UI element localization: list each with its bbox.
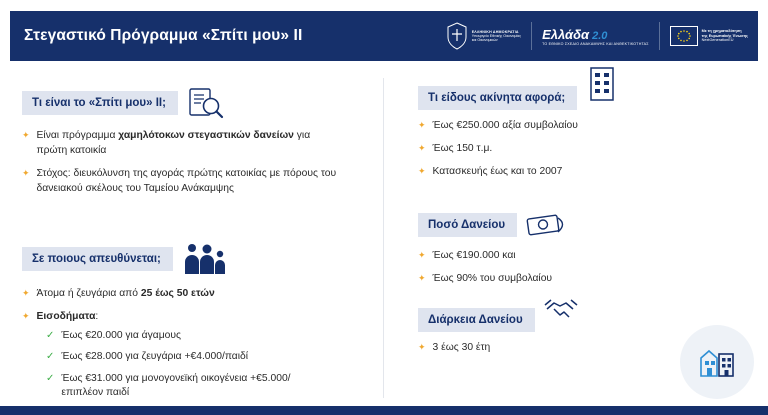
section-who-title: Σε ποιους απευθύνεται;	[22, 247, 173, 271]
list-item	[22, 167, 362, 197]
list-item-text: Έως 150 τ.μ.	[432, 142, 493, 154]
ellada-2-logo	[542, 27, 649, 46]
house-buildings-badge	[680, 325, 754, 399]
bullet-marker-icon: ✦	[418, 165, 426, 176]
page-title: Στεγαστικό Πρόγραμμα «Σπίτι μου» ΙΙ	[24, 27, 303, 44]
logo-divider-2	[659, 22, 660, 50]
list-item	[418, 142, 748, 157]
list-item-text: Έως €28.000 για ζευγάρια +€4.000/παιδί	[61, 351, 249, 363]
eu-flag-icon	[670, 26, 698, 46]
bullet-marker-icon: ✦	[22, 310, 30, 321]
eu-stars-icon	[671, 27, 697, 45]
list-item	[22, 310, 372, 325]
logo-divider	[531, 22, 532, 50]
list-item	[46, 372, 372, 401]
eu-line-1: Με τη χρηματοδότηση	[701, 28, 742, 33]
gov-line-2: Υπουργείο Εθνικής Οικονομίας	[471, 33, 522, 38]
column-divider	[383, 78, 384, 398]
check-marker-icon: ✓	[46, 329, 55, 341]
list-item	[22, 287, 372, 302]
list-item	[418, 165, 748, 180]
check-marker-icon: ✓	[46, 372, 55, 384]
gov-text	[472, 30, 521, 42]
check-marker-icon: ✓	[46, 351, 55, 363]
list-item-text: Έως €190.000 και	[432, 250, 516, 261]
bullet-marker-icon: ✦	[418, 272, 426, 283]
document-magnifier-icon	[186, 86, 226, 120]
house-buildings-icon	[695, 340, 739, 384]
eu-line-2: της Ευρωπαϊκής Ένωσης	[701, 33, 748, 38]
list-item-text: Έως €250.000 αξία συμβολαίου	[432, 120, 578, 131]
section-what-is-it	[22, 86, 362, 205]
who-list	[22, 287, 372, 325]
eu-funding-logo	[670, 26, 748, 46]
bullet-marker-icon: ✦	[418, 342, 426, 352]
section-property-type	[418, 86, 748, 188]
list-item	[46, 329, 372, 343]
list-item-text: Εισοδήματα:	[36, 310, 99, 322]
ellada-version: 2.0	[592, 29, 608, 42]
property-list	[418, 119, 748, 180]
list-item-text: Έως €20.000 για άγαμους	[61, 329, 181, 341]
bullet-marker-icon: ✦	[22, 288, 30, 298]
gov-line-1: ΕΛΛΗΝΙΚΗ ΔΗΜΟΚΡΑΤΙΑ	[471, 29, 519, 34]
hellenic-republic-emblem-icon	[446, 22, 468, 50]
section-who-for	[22, 240, 372, 407]
eu-line-3: NextGenerationEU	[701, 38, 734, 43]
list-item	[22, 129, 362, 159]
ellada-subtitle: ΤΟ ΕΘΝΙΚΟ ΣΧΕΔΙΟ ΑΝΑΚΑΜΨΗΣ ΚΑΙ ΑΝΘΕΚΤΙΚΟΤΗΤΑΣ	[542, 41, 649, 46]
list-item-text: Είναι πρόγραμμα χαμηλότοκων στεγαστικών δανείων για πρώτη κατοικία	[36, 130, 311, 156]
greek-government-logo	[446, 22, 521, 50]
slide-header	[10, 11, 758, 61]
amount-list	[418, 249, 748, 287]
bullet-marker-icon: ✦	[418, 142, 426, 153]
handshake-icon	[543, 292, 587, 326]
footer-bar	[0, 406, 768, 415]
list-item-text: Άτομα ή ζευγάρια από 25 έως 50 ετών	[36, 288, 215, 299]
bullet-marker-icon: ✦	[22, 130, 30, 140]
section-duration-title: Διάρκεια Δανείου	[418, 308, 535, 332]
bullet-marker-icon: ✦	[418, 250, 426, 260]
list-item	[418, 272, 748, 287]
ellada-word: Ελλάδα	[542, 26, 590, 42]
list-item	[418, 249, 748, 264]
list-item-text: Έως €31.000 για μονογονεϊκή οικογένεια +€5.000/επιπλέον παιδί	[61, 372, 291, 399]
bullet-marker-icon: ✦	[22, 167, 30, 178]
list-item	[418, 119, 748, 134]
gov-line-3: και Οικονομικών	[471, 38, 498, 43]
list-item-text: Στόχος: διευκόλυνση της αγοράς πρώτης κατοικίας με πόρους του δανειακού σκέλους του Ταμείου Ανάκαμψης	[36, 167, 337, 194]
income-sublist	[46, 329, 372, 401]
what-list	[22, 129, 362, 197]
section-loan-amount	[418, 210, 748, 295]
header-logos	[446, 22, 758, 50]
section-what-title: Τι είναι το «Σπίτι μου» ΙΙ;	[22, 91, 178, 115]
list-item	[46, 350, 372, 364]
eu-text	[702, 29, 748, 44]
section-property-title: Τι είδους ακίνητα αφορά;	[418, 86, 577, 110]
section-amount-title: Ποσό Δανείου	[418, 213, 517, 237]
list-item-text: 3 έως 30 έτη	[432, 342, 491, 353]
family-icon	[181, 240, 231, 278]
list-item-text: Έως 90% του συμβολαίου	[432, 272, 553, 284]
bullet-marker-icon: ✦	[418, 120, 426, 130]
money-icon	[525, 210, 573, 240]
list-item-text: Κατασκευής έως και το 2007	[432, 165, 563, 177]
building-icon	[585, 65, 619, 105]
